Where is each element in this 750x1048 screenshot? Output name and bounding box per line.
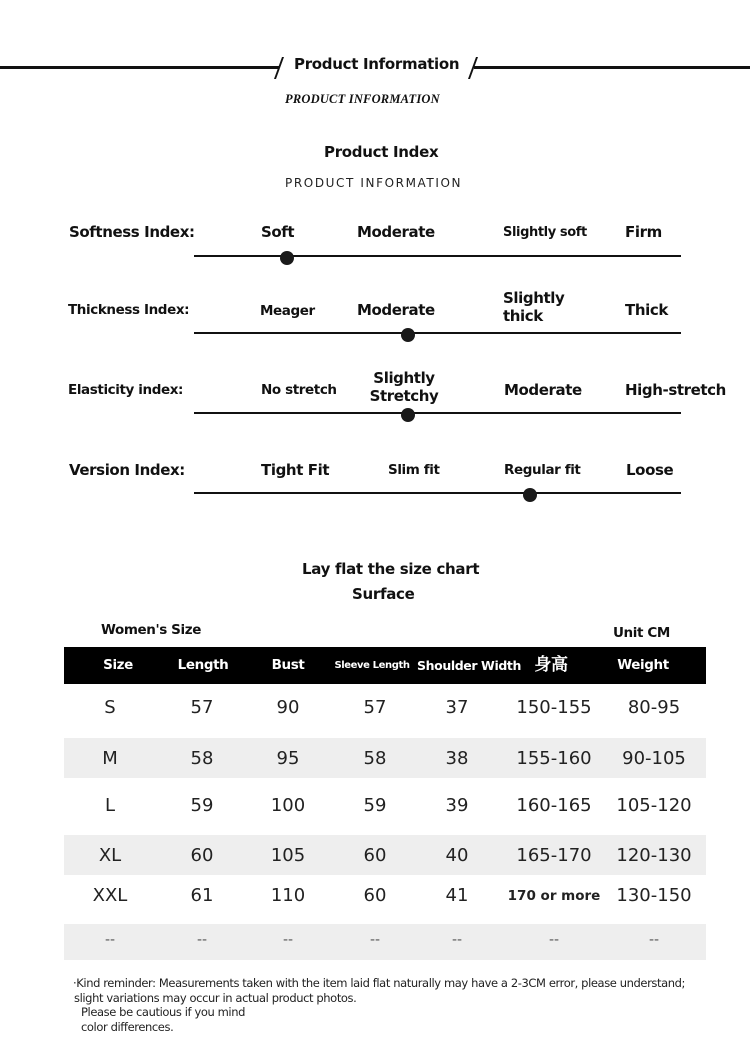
column-header-bust: Bust — [271, 657, 305, 673]
product-index-title: Product Index — [324, 143, 439, 161]
scale-option — [503, 289, 583, 325]
scale-option: High-stretch — [625, 381, 726, 399]
size-category-label: Women's Size — [101, 622, 201, 638]
table-cell: 40 — [445, 845, 469, 866]
table-cell: 95 — [276, 748, 300, 769]
note-line: ·Kind reminder: Measurements taken with the item laid flat naturally may have a 2-3CM error, please understand; — [73, 976, 686, 990]
column-header-size: Size — [103, 657, 133, 673]
scale-option: Slightly soft — [503, 225, 587, 240]
table-cell: -- — [104, 932, 116, 948]
note-line: slight variations may occur in actual product photos. — [74, 991, 357, 1005]
table-cell: 80-95 — [627, 697, 681, 718]
table-cell: 90-105 — [622, 748, 686, 769]
column-header-length: Length — [177, 657, 229, 673]
scale-option: Loose — [626, 461, 674, 479]
unit-label: Unit CM — [613, 625, 670, 641]
scale-option: Slim fit — [388, 462, 440, 478]
scale-option-text: Slightly thick — [503, 289, 565, 325]
table-row — [64, 835, 706, 875]
table-cell: 170 or more — [507, 888, 601, 904]
scale-option: Soft — [261, 223, 295, 241]
table-cell: 160-165 — [516, 795, 592, 816]
table-cell: XXL — [92, 885, 128, 906]
table-cell: 90 — [276, 697, 300, 718]
scale-option: Moderate — [357, 223, 435, 241]
table-cell: 41 — [445, 885, 469, 906]
header-rule-right — [474, 66, 750, 69]
table-cell: -- — [282, 932, 294, 948]
table-cell: M — [102, 748, 118, 769]
table-cell: 105 — [270, 845, 306, 866]
table-cell: S — [104, 697, 116, 718]
header-title: Product Information — [294, 55, 460, 73]
table-cell: 110 — [270, 885, 306, 906]
product-index-subtitle: PRODUCT INFORMATION — [285, 176, 463, 190]
scale-marker — [280, 251, 294, 265]
scale-option: Moderate — [357, 301, 435, 319]
table-cell: 39 — [445, 795, 469, 816]
table-row — [64, 738, 706, 778]
scale-option — [368, 369, 440, 405]
scale-option: Tight Fit — [261, 461, 330, 479]
scale-track — [194, 492, 681, 494]
size-table-header — [64, 647, 706, 684]
table-cell: -- — [196, 932, 208, 948]
table-cell: -- — [451, 932, 463, 948]
table-cell: 60 — [363, 845, 387, 866]
scale-track — [194, 332, 681, 334]
table-cell: 60 — [363, 885, 387, 906]
table-cell: 38 — [445, 748, 469, 769]
column-header-weight: Weight — [617, 657, 669, 673]
scale-option: No stretch — [261, 382, 337, 398]
table-cell: -- — [548, 932, 560, 948]
table-cell: 58 — [190, 748, 214, 769]
table-row — [64, 688, 706, 730]
note-line: Please be cautious if you mind — [81, 1005, 246, 1019]
table-cell: 100 — [270, 795, 306, 816]
table-cell: 130-150 — [616, 885, 692, 906]
table-cell: -- — [648, 932, 660, 948]
table-cell: 165-170 — [516, 845, 592, 866]
table-cell: 105-120 — [616, 795, 692, 816]
scale-option: Moderate — [504, 381, 582, 399]
table-cell: 155-160 — [516, 748, 592, 769]
column-header-sleeve-length: Sleeve Length — [334, 660, 410, 671]
scale-label: Version Index: — [69, 461, 185, 479]
scale-track — [194, 255, 681, 257]
scale-track — [194, 412, 681, 414]
scale-option: Regular fit — [504, 462, 581, 478]
table-cell: 57 — [190, 697, 214, 718]
table-cell: 120-130 — [616, 845, 692, 866]
column-header-height: 身高 — [534, 655, 568, 675]
table-cell: L — [104, 795, 116, 816]
table-cell: 150-155 — [516, 697, 592, 718]
scale-label: Thickness Index: — [68, 302, 190, 318]
scale-marker — [401, 408, 415, 422]
table-cell: 61 — [190, 885, 214, 906]
header-rule-left — [0, 66, 279, 69]
scale-label: Softness Index: — [69, 223, 195, 241]
scale-marker — [523, 488, 537, 502]
table-cell: 60 — [190, 845, 214, 866]
table-cell: -- — [369, 932, 381, 948]
header-subtitle: PRODUCT INFORMATION — [285, 92, 440, 106]
scale-option: Thick — [625, 301, 668, 319]
table-row — [64, 786, 706, 828]
column-header-shoulder-width: Shoulder Width — [417, 658, 521, 673]
table-row — [64, 880, 706, 920]
table-cell: XL — [98, 845, 122, 866]
scale-label: Elasticity index: — [68, 382, 184, 398]
scale-option: Meager — [260, 303, 315, 319]
size-chart-title: Lay flat the size chart — [302, 560, 480, 578]
scale-option-text: Slightly Stretchy — [369, 369, 439, 405]
size-chart-subtitle: Surface — [352, 585, 415, 603]
scale-option: Firm — [625, 223, 662, 241]
table-cell: 57 — [363, 697, 387, 718]
note-line: color differences. — [81, 1020, 174, 1034]
table-cell: 59 — [190, 795, 214, 816]
table-cell: 37 — [445, 697, 469, 718]
table-row — [64, 924, 706, 960]
scale-marker — [401, 328, 415, 342]
table-cell: 59 — [363, 795, 387, 816]
table-cell: 58 — [363, 748, 387, 769]
